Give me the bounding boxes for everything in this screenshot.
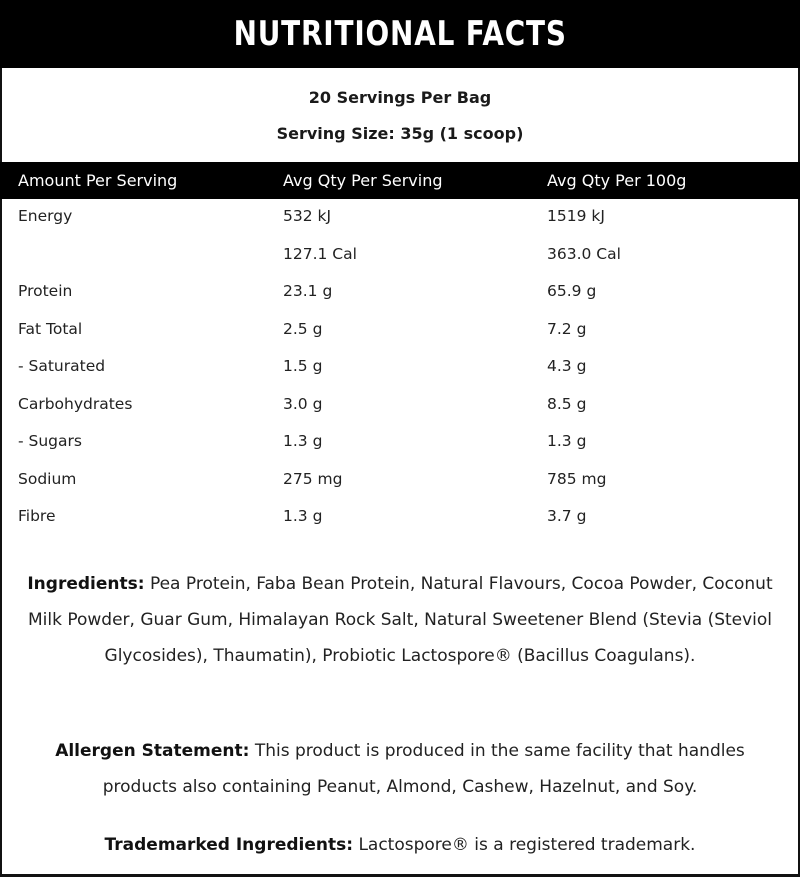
per-serving-value: 1.5 g <box>283 357 323 375</box>
panel-title: NUTRITIONAL FACTS <box>233 14 567 54</box>
table-row <box>0 349 800 387</box>
per-100g-value: 8.5 g <box>547 394 587 413</box>
ingredients-label: Ingredients: <box>27 574 145 594</box>
panel-header <box>0 0 800 68</box>
allergen-label: Allergen Statement: <box>55 741 250 761</box>
trademark-label: Trademarked Ingredients: <box>104 835 354 855</box>
per-100g-value: 4.3 g <box>547 357 587 375</box>
nutrient-name: Fibre <box>18 507 56 525</box>
ingredients-statement <box>20 566 780 674</box>
per-100g-value: 363.0 Cal <box>547 244 621 263</box>
table-row <box>0 199 800 237</box>
trademark-text: Lactospore® is a registered trademark. <box>353 835 696 855</box>
per-serving-value: 2.5 g <box>283 319 323 338</box>
allergen-statement <box>20 733 780 805</box>
column-header-amount: Amount Per Serving <box>18 171 178 190</box>
nutrient-name: Carbohydrates <box>18 394 133 413</box>
per-serving-value: 23.1 g <box>283 282 333 300</box>
table-header <box>0 162 800 199</box>
per-100g-value: 1519 kJ <box>547 207 605 225</box>
column-header-per-serving: Avg Qty Per Serving <box>283 171 443 190</box>
serving-size: Serving Size: 35g (1 scoop) <box>276 124 524 143</box>
per-serving-value: 532 kJ <box>283 207 332 225</box>
table-row <box>0 499 800 537</box>
ingredients-text: Pea Protein, Faba Bean Protein, Natural Flavours, Cocoa Powder, Coconut Milk Powder, Guar Gum, Himalayan Rock Salt, Natural Sweetener Blend (Stevia (Steviol Glycosides), Thaumatin), Probiotic Lactospore® (Bacillus Coagulans). <box>27 574 773 666</box>
nutrition-table-body <box>0 199 800 537</box>
per-100g-value: 785 mg <box>547 469 607 488</box>
nutrient-name: Protein <box>18 282 73 300</box>
per-serving-value: 1.3 g <box>283 432 323 450</box>
nutrient-name: Fat Total <box>18 319 83 338</box>
per-serving-value: 1.3 g <box>283 507 323 525</box>
per-100g-value: 7.2 g <box>547 319 587 338</box>
per-serving-value: 127.1 Cal <box>283 244 357 263</box>
per-serving-value: 3.0 g <box>283 394 323 413</box>
nutrient-name: Energy <box>18 207 73 225</box>
per-100g-value: 1.3 g <box>547 432 587 450</box>
nutrient-name: - Saturated <box>18 357 106 375</box>
per-100g-value: 3.7 g <box>547 507 587 525</box>
table-row <box>0 237 800 275</box>
table-row <box>0 462 800 500</box>
table-row <box>0 387 800 425</box>
table-row <box>0 312 800 350</box>
nutrient-name: Sodium <box>18 469 77 488</box>
per-serving-value: 275 mg <box>283 469 343 488</box>
allergen-text: This product is produced in the same facility that handles products also containing Peanut, Almond, Cashew, Hazelnut, and Soy. <box>102 741 745 797</box>
servings-per-pack: 20 Servings Per Bag <box>308 88 492 107</box>
per-100g-value: 65.9 g <box>547 282 597 300</box>
nutrient-name: - Sugars <box>18 432 82 450</box>
table-row <box>0 424 800 462</box>
table-row <box>0 274 800 312</box>
column-header-per-100g: Avg Qty Per 100g <box>547 171 687 190</box>
trademark-statement <box>20 827 780 863</box>
